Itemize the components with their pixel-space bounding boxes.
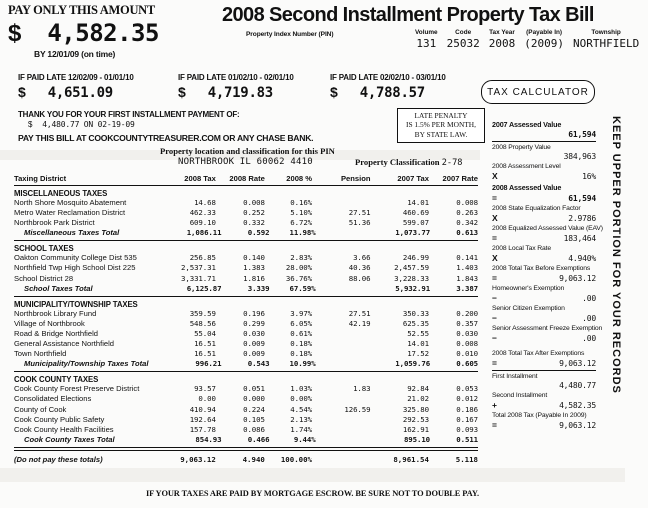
assessed-2007-row bbox=[492, 130, 596, 139]
late-amount: 4,788.57 bbox=[359, 85, 425, 101]
district-name: Cook County Forest Preserve District bbox=[14, 384, 140, 394]
table-row bbox=[14, 309, 478, 319]
group-total-label: Municipality/Township Taxes Total bbox=[24, 359, 149, 369]
pay-amount-value: 4,582.35 bbox=[47, 19, 159, 47]
late-payment-label: IF PAID LATE 12/02/09 - 01/01/10 bbox=[18, 73, 134, 82]
local-rate-operator: X bbox=[492, 253, 498, 263]
cell-rate-2007: 0.053 bbox=[456, 384, 478, 394]
tax-before-value: 9,063.12 bbox=[559, 274, 596, 283]
homeowner-value: .00 bbox=[582, 294, 596, 303]
cell-pension: 3.66 bbox=[353, 253, 371, 263]
group-total-tax-2008: 6,125.87 bbox=[186, 283, 222, 293]
first-installment-thankyou: THANK YOU FOR YOUR FIRST INSTALLMENT PAYMENT OF: bbox=[18, 110, 240, 119]
assessed-2008-operator: = bbox=[492, 193, 497, 203]
district-name: Metro Water Reclamation District bbox=[14, 208, 126, 218]
cell-pension bbox=[312, 339, 370, 349]
tax-after-exemptions-row bbox=[492, 358, 596, 368]
cell-pct-2008: 0.61% bbox=[290, 328, 313, 338]
late-payment-option-3 bbox=[330, 73, 446, 101]
cell-rate-2008: 0.224 bbox=[243, 404, 265, 414]
tax-before-exemptions-row bbox=[492, 273, 596, 283]
total-2008-value: 9,063.12 bbox=[559, 421, 596, 430]
late-penalty-line1: LATE PENALTY bbox=[414, 111, 468, 120]
cell-rate-2008: 0.000 bbox=[243, 394, 265, 404]
cell-pension bbox=[312, 394, 370, 404]
property-address: NORTHBROOK IL 60062 4410 bbox=[178, 157, 313, 167]
cell-tax-2007: 92.84 bbox=[407, 384, 429, 394]
cell-tax-2007: 14.01 bbox=[407, 339, 429, 349]
cell-tax-2008: 14.68 bbox=[194, 198, 216, 207]
header-tax-2008: 2008 Tax bbox=[184, 174, 216, 183]
cell-tax-2007: 21.02 bbox=[407, 394, 429, 404]
cell-tax-2008: 93.57 bbox=[194, 384, 216, 394]
first-installment-label: First Installment bbox=[492, 373, 538, 380]
grand-total-tax-2008: 9,063.12 bbox=[180, 454, 216, 464]
header-rate-2008: 2008 Rate bbox=[229, 174, 265, 183]
header-pct-2008: 2008 % bbox=[286, 174, 313, 183]
group-total-pct-2008: 67.59% bbox=[289, 283, 316, 293]
table-row bbox=[14, 198, 478, 208]
cell-rate-2007: 0.186 bbox=[456, 404, 478, 414]
district-name: General Assistance Northfield bbox=[14, 339, 115, 349]
keep-records-vertical-text: KEEP UPPER PORTION FOR YOUR RECORDS bbox=[610, 116, 622, 394]
senior-freeze-row bbox=[492, 333, 596, 343]
total-2008-tax-label: Total 2008 Tax (Payable In 2009) bbox=[492, 412, 587, 419]
group-divider bbox=[14, 240, 478, 241]
cell-rate-2007: 0.263 bbox=[456, 208, 478, 218]
group-total-pct-2008: 11.98% bbox=[289, 228, 316, 238]
table-row bbox=[14, 218, 478, 228]
property-classification-label: Property Classification bbox=[355, 157, 440, 167]
assessment-sidebar bbox=[492, 118, 603, 430]
equalization-operator: X bbox=[492, 213, 498, 223]
cell-pension: 88.06 bbox=[348, 273, 371, 283]
cell-rate-2008: 0.299 bbox=[243, 318, 265, 328]
table-row bbox=[14, 274, 478, 284]
pin-col-label: Township bbox=[591, 29, 621, 36]
cell-tax-2008: 3,331.71 bbox=[181, 273, 216, 283]
pin-col-value: 2008 bbox=[488, 37, 516, 50]
district-name: County of Cook bbox=[14, 404, 67, 414]
cell-rate-2007: 0.093 bbox=[456, 424, 478, 434]
cell-tax-2008: 16.51 bbox=[194, 339, 216, 349]
group-total-pct-2008: 10.99% bbox=[289, 359, 316, 369]
eav-operator: = bbox=[492, 233, 497, 243]
cell-pension: 27.51 bbox=[348, 308, 371, 318]
group-total-rate-2008: 0.543 bbox=[247, 359, 270, 369]
group-total-tax-2007: 1,073.77 bbox=[395, 228, 431, 238]
pin-col-label: Volume bbox=[415, 29, 438, 36]
local-rate-value: 4.940% bbox=[568, 254, 596, 263]
group-title: MISCELLANEOUS TAXES bbox=[14, 189, 108, 198]
late-dollar-sign: $ bbox=[18, 84, 26, 100]
cell-pct-2008: 5.10% bbox=[290, 208, 313, 218]
pin-col-value: 25032 bbox=[446, 37, 480, 50]
assessment-level-row bbox=[492, 171, 596, 181]
tax-after-value: 9,063.12 bbox=[559, 359, 596, 368]
assessed-2008-row bbox=[492, 193, 596, 203]
district-name: School District 28 bbox=[14, 273, 74, 283]
assessed-2007-value: 61,594 bbox=[568, 130, 596, 139]
eav-row bbox=[492, 233, 596, 243]
cell-rate-2008: 0.051 bbox=[243, 384, 265, 394]
cell-pension bbox=[312, 329, 370, 339]
cell-pension: 42.19 bbox=[348, 318, 371, 328]
cell-rate-2007: 1.403 bbox=[456, 263, 478, 273]
assessed-2008-value: 61,594 bbox=[568, 194, 596, 203]
second-installment-row bbox=[492, 400, 596, 410]
pin-col-code bbox=[447, 29, 480, 50]
late-dollar-sign: $ bbox=[178, 84, 186, 100]
group-total-pension bbox=[316, 435, 373, 445]
group-total-rate-2008: 0.592 bbox=[247, 228, 270, 238]
cell-pct-2008: 0.18% bbox=[290, 349, 313, 359]
table-row bbox=[14, 405, 478, 415]
cell-pension: 27.51 bbox=[348, 208, 371, 218]
cell-pct-2008: 0.00% bbox=[290, 394, 313, 404]
cell-rate-2007: 0.357 bbox=[456, 318, 478, 328]
group-total-rate-2008: 3.339 bbox=[247, 283, 270, 293]
equalization-factor-row bbox=[492, 213, 596, 223]
first-installment-paid bbox=[28, 120, 135, 129]
tax-calculator-button[interactable]: TAX CALCULATOR bbox=[481, 80, 595, 104]
table-row bbox=[14, 415, 478, 425]
eav-value: 183,464 bbox=[563, 234, 596, 243]
group-total-row bbox=[14, 284, 478, 294]
first-installment-amount-date: 4,480.77 ON 02-19-09 bbox=[42, 120, 135, 129]
cell-pension bbox=[312, 198, 370, 208]
pin-col-tax-year bbox=[489, 29, 516, 50]
late-dollar-sign: $ bbox=[330, 84, 338, 100]
late-payment-option-1 bbox=[18, 73, 134, 101]
group-title: COOK COUNTY TAXES bbox=[14, 375, 99, 385]
cell-pension: 1.83 bbox=[353, 384, 371, 394]
senior-freeze-exemption-label: Senior Assessment Freeze Exemption bbox=[492, 325, 603, 332]
group-total-pension bbox=[316, 359, 373, 369]
table-row bbox=[14, 394, 478, 404]
pin-col-value: 131 bbox=[416, 37, 437, 50]
cell-pct-2008: 2.13% bbox=[290, 414, 313, 424]
cell-rate-2007: 0.342 bbox=[456, 218, 478, 228]
pay-amount-label: PAY ONLY THIS AMOUNT bbox=[8, 3, 155, 17]
pin-header-label: Property Index Number (PIN) bbox=[246, 31, 334, 38]
cell-rate-2007: 0.010 bbox=[456, 349, 478, 359]
table-header-row bbox=[14, 174, 478, 186]
district-name: Village of Northbrook bbox=[14, 318, 85, 328]
cell-tax-2008: 16.51 bbox=[194, 349, 216, 359]
table-row bbox=[14, 253, 478, 263]
cell-tax-2007: 460.69 bbox=[402, 208, 429, 218]
page-title: 2008 Second Installment Property Tax Bill bbox=[222, 4, 594, 26]
group-total-row bbox=[14, 228, 478, 238]
pin-columns bbox=[415, 29, 648, 50]
property-value-amount: 384,963 bbox=[563, 152, 596, 161]
group-total-row bbox=[14, 435, 478, 445]
cell-tax-2007: 292.53 bbox=[402, 414, 429, 424]
grand-total-tax-2007: 8,961.54 bbox=[393, 454, 429, 464]
cell-pension: 40.36 bbox=[348, 263, 371, 273]
cell-tax-2007: 350.33 bbox=[402, 308, 429, 318]
tax-after-operator: = bbox=[492, 358, 497, 368]
assessed-2008-label: 2008 Assessed Value bbox=[492, 183, 562, 192]
cell-pct-2008: 3.97% bbox=[290, 308, 313, 318]
pay-dollar-sign: $ bbox=[8, 20, 22, 47]
group-total-rate-2007: 0.613 bbox=[456, 228, 479, 238]
equalization-value: 2.9786 bbox=[568, 214, 596, 223]
first-installment-row bbox=[492, 381, 596, 390]
cell-tax-2007: 3,228.33 bbox=[394, 273, 429, 283]
second-installment-value: 4,582.35 bbox=[559, 401, 596, 410]
group-title: MUNICIPALITY/TOWNSHIP TAXES bbox=[14, 299, 138, 309]
cell-rate-2008: 0.009 bbox=[243, 349, 265, 359]
cell-pct-2008: 6.05% bbox=[290, 318, 313, 328]
cell-tax-2008: 2,537.31 bbox=[181, 263, 216, 273]
group-total-tax-2007: 895.10 bbox=[403, 434, 431, 444]
cell-tax-2008: 157.78 bbox=[189, 424, 216, 434]
cell-rate-2008: 0.086 bbox=[243, 424, 265, 434]
assessment-level-label: 2008 Assessment Level bbox=[492, 163, 561, 170]
group-total-pct-2008: 9.44% bbox=[293, 434, 316, 444]
group-total-tax-2007: 1,059.76 bbox=[395, 359, 431, 369]
homeowner-exemption-row bbox=[492, 293, 596, 303]
cell-pct-2008: 1.03% bbox=[290, 384, 313, 394]
cell-tax-2007: 52.55 bbox=[407, 328, 429, 338]
table-row bbox=[14, 263, 478, 273]
district-name: Consolidated Elections bbox=[14, 394, 92, 404]
senior-value: .00 bbox=[582, 314, 596, 323]
pin-col-label: Tax Year bbox=[489, 29, 515, 36]
cell-tax-2007: 246.99 bbox=[402, 253, 429, 263]
cell-rate-2008: 1.816 bbox=[243, 273, 265, 283]
group-total-tax-2008: 1,086.11 bbox=[186, 228, 222, 238]
cell-rate-2008: 0.196 bbox=[243, 308, 265, 318]
tax-after-exemptions-label: 2008 Total Tax After Exemptions bbox=[492, 350, 585, 357]
property-classification bbox=[355, 157, 462, 168]
group-divider bbox=[14, 371, 478, 372]
homeowner-operator: − bbox=[492, 293, 497, 303]
cell-pct-2008: 6.72% bbox=[290, 218, 313, 228]
pin-col-value: NORTHFIELD bbox=[572, 37, 640, 50]
freeze-operator: − bbox=[492, 333, 497, 343]
group-total-tax-2008: 996.21 bbox=[195, 359, 222, 369]
cell-tax-2007: 625.35 bbox=[402, 318, 429, 328]
table-row bbox=[14, 349, 478, 359]
cell-tax-2008: 192.64 bbox=[189, 414, 216, 424]
header-tax-2007: 2007 Tax bbox=[397, 174, 429, 183]
cell-pension bbox=[312, 425, 370, 435]
district-name: Northbrook Library Fund bbox=[14, 308, 97, 318]
local-tax-rate-label: 2008 Local Tax Rate bbox=[492, 245, 551, 252]
cell-rate-2007: 0.141 bbox=[456, 253, 478, 263]
cell-rate-2007: 0.012 bbox=[456, 394, 478, 404]
district-name: Northbrook Park District bbox=[14, 218, 95, 228]
cell-rate-2007: 0.008 bbox=[456, 198, 478, 207]
cell-rate-2008: 0.252 bbox=[243, 208, 265, 218]
table-row bbox=[14, 208, 478, 218]
cell-tax-2008: 55.04 bbox=[194, 328, 216, 338]
header-district: Taxing District bbox=[14, 174, 67, 183]
cell-tax-2007: 14.01 bbox=[407, 198, 429, 207]
cell-tax-2007: 325.80 bbox=[402, 404, 429, 414]
first-installment-dollar-sign: $ bbox=[28, 120, 33, 129]
pin-col-township bbox=[573, 29, 639, 50]
cell-rate-2008: 1.383 bbox=[243, 263, 265, 273]
local-tax-rate-row bbox=[492, 253, 596, 263]
group-total-tax-2008: 854.93 bbox=[195, 434, 222, 444]
pin-col-payable-in bbox=[524, 29, 564, 50]
group-total-pension bbox=[316, 284, 373, 294]
cell-pension: 51.36 bbox=[348, 218, 371, 228]
total-2008-tax-row bbox=[492, 420, 596, 430]
district-name: North Shore Mosquito Abatement bbox=[14, 198, 127, 207]
table-row bbox=[14, 339, 478, 349]
assessment-level-operator: X bbox=[492, 171, 498, 181]
grand-total-row bbox=[14, 455, 478, 464]
cell-pct-2008: 36.76% bbox=[285, 273, 313, 283]
late-penalty-line3: BY STATE LAW. bbox=[414, 129, 468, 139]
cell-pension: 126.59 bbox=[344, 404, 371, 414]
district-name: Cook County Health Facilities bbox=[14, 424, 114, 434]
assessed-2007-label: 2007 Assessed Value bbox=[492, 120, 562, 129]
grand-total-rate-2007: 5.118 bbox=[455, 454, 478, 464]
late-penalty-notice bbox=[397, 108, 485, 143]
district-name: Northfield Twp High School Dist 225 bbox=[14, 263, 136, 273]
second-installment-operator: + bbox=[492, 400, 497, 410]
cell-pension bbox=[312, 415, 370, 425]
senior-exemption-label: Senior Citizen Exemption bbox=[492, 305, 565, 312]
cell-tax-2007: 17.52 bbox=[407, 349, 429, 359]
property-value-label: 2008 Property Value bbox=[492, 144, 551, 151]
cell-rate-2008: 0.030 bbox=[243, 328, 265, 338]
cell-rate-2008: 0.105 bbox=[243, 414, 265, 424]
cell-pct-2008: 0.18% bbox=[290, 339, 313, 349]
mortgage-escrow-warning: IF YOUR TAXES ARE PAID BY MORTGAGE ESCROW. BE SURE NOT TO DOUBLE PAY. bbox=[145, 489, 480, 498]
late-penalty-line2: IS 1.5% PER MONTH, bbox=[405, 120, 476, 130]
second-installment-label: Second Installment bbox=[492, 392, 548, 399]
cell-pension bbox=[312, 349, 370, 359]
grand-total-label: (Do not pay these totals) bbox=[14, 454, 103, 464]
group-total-label: School Taxes Total bbox=[24, 283, 93, 293]
late-payment-option-2 bbox=[178, 73, 294, 101]
cell-rate-2007: 1.843 bbox=[456, 273, 478, 283]
eav-label: 2008 Equalized Assessed Value (EAV) bbox=[492, 225, 603, 232]
group-title: SCHOOL TAXES bbox=[14, 244, 74, 254]
cell-tax-2007: 2,457.59 bbox=[394, 263, 429, 273]
late-payment-label: IF PAID LATE 02/02/10 - 03/01/10 bbox=[330, 73, 446, 82]
grand-total-rate-2008: 4.940 bbox=[242, 454, 265, 464]
cell-rate-2008: 0.009 bbox=[243, 339, 265, 349]
pin-col-volume bbox=[415, 29, 438, 50]
group-total-label: Cook County Taxes Total bbox=[24, 434, 115, 444]
group-divider bbox=[14, 447, 478, 448]
cell-tax-2008: 410.94 bbox=[189, 404, 216, 414]
district-name: Cook County Public Safety bbox=[14, 414, 105, 424]
equalization-factor-label: 2008 State Equalization Factor bbox=[492, 205, 581, 212]
district-name: Road & Bridge Northfield bbox=[14, 328, 98, 338]
group-total-rate-2007: 3.387 bbox=[456, 283, 479, 293]
pay-amount-box bbox=[8, 3, 208, 59]
group-total-rate-2007: 0.605 bbox=[456, 359, 479, 369]
table-row bbox=[14, 384, 478, 394]
cell-rate-2008: 0.008 bbox=[243, 198, 265, 207]
group-total-tax-2007: 5,932.91 bbox=[395, 283, 431, 293]
cell-rate-2007: 0.200 bbox=[456, 308, 478, 318]
property-value-row bbox=[492, 152, 596, 161]
cell-pct-2008: 4.54% bbox=[290, 404, 313, 414]
assessment-level-value: 16% bbox=[582, 172, 596, 181]
grand-total-pension bbox=[312, 455, 370, 464]
late-payment-label: IF PAID LATE 01/02/10 - 02/01/10 bbox=[178, 73, 294, 82]
group-total-rate-2008: 0.466 bbox=[247, 434, 270, 444]
table-row bbox=[14, 319, 478, 329]
group-total-pension bbox=[316, 228, 373, 238]
district-name: Town Northfield bbox=[14, 349, 67, 359]
freeze-value: .00 bbox=[582, 334, 596, 343]
table-row bbox=[14, 425, 478, 435]
cell-tax-2007: 162.91 bbox=[402, 424, 429, 434]
tax-before-exemptions-label: 2008 Total Tax Before Exemptions bbox=[492, 265, 591, 272]
group-total-row bbox=[14, 359, 478, 369]
cell-rate-2008: 0.332 bbox=[243, 218, 265, 228]
total-2008-operator: = bbox=[492, 420, 497, 430]
cell-pct-2008: 28.00% bbox=[285, 263, 313, 273]
first-installment-value: 4,480.77 bbox=[559, 381, 596, 390]
cell-tax-2008: 256.85 bbox=[189, 253, 216, 263]
group-divider bbox=[14, 296, 478, 297]
group-total-label: Miscellaneous Taxes Total bbox=[24, 228, 120, 238]
pin-col-label: (Payable In) bbox=[526, 29, 563, 36]
cell-tax-2007: 599.07 bbox=[402, 218, 429, 228]
cell-tax-2008: 359.59 bbox=[189, 308, 216, 318]
header-rate-2007: 2007 Rate bbox=[442, 174, 478, 183]
late-amount: 4,651.09 bbox=[47, 85, 113, 101]
late-amount: 4,719.83 bbox=[207, 85, 273, 101]
cell-tax-2008: 609.10 bbox=[189, 218, 216, 228]
district-name: Oakton Community College Dist 535 bbox=[14, 253, 137, 263]
cell-pct-2008: 2.83% bbox=[290, 253, 313, 263]
group-total-rate-2007: 0.511 bbox=[456, 434, 479, 444]
property-location-title: Property location and classification for this PIN bbox=[160, 146, 335, 156]
cell-pct-2008: 0.16% bbox=[290, 198, 313, 207]
header-pension: Pension bbox=[340, 174, 371, 183]
pin-col-value: (2009) bbox=[524, 37, 564, 50]
pay-bill-instruction: PAY THIS BILL AT COOKCOUNTYTREASURER.COM OR ANY CHASE BANK. bbox=[18, 133, 314, 143]
cell-rate-2007: 0.008 bbox=[456, 339, 478, 349]
senior-exemption-row bbox=[492, 313, 596, 323]
cell-pct-2008: 1.74% bbox=[290, 424, 313, 434]
pay-due-note: BY 12/01/09 (on time) bbox=[34, 49, 116, 59]
cell-tax-2008: 548.56 bbox=[189, 318, 216, 328]
senior-operator: − bbox=[492, 313, 497, 323]
tax-before-operator: = bbox=[492, 273, 497, 283]
taxing-district-table bbox=[14, 174, 478, 464]
table-row bbox=[14, 329, 478, 339]
cell-rate-2007: 0.030 bbox=[456, 328, 478, 338]
cell-rate-2007: 0.167 bbox=[456, 414, 478, 424]
cell-tax-2008: 0.00 bbox=[198, 394, 216, 404]
pin-col-label: Code bbox=[455, 29, 472, 36]
property-classification-value: 2-78 bbox=[441, 158, 463, 168]
grand-total-pct-2008: 100.00% bbox=[280, 454, 313, 464]
cell-tax-2008: 462.33 bbox=[189, 208, 216, 218]
cell-rate-2008: 0.140 bbox=[243, 253, 265, 263]
homeowner-exemption-label: Homeowner's Exemption bbox=[492, 285, 565, 292]
